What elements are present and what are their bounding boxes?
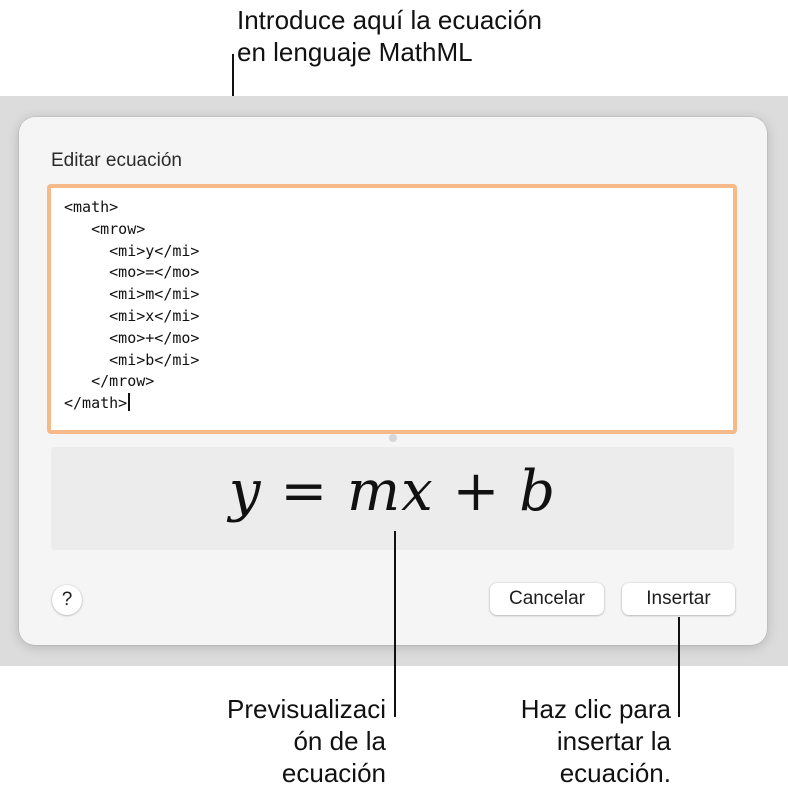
code-line-text: </math> bbox=[64, 394, 128, 413]
callout-enter-equation-line1: Introduce aquí la ecuación bbox=[237, 5, 542, 35]
help-button[interactable]: ? bbox=[52, 585, 82, 615]
code-line: <mrow> bbox=[64, 219, 146, 238]
code-line: <mi>x</mi> bbox=[64, 306, 200, 325]
callout-preview-line1: Previsualizaci bbox=[227, 694, 386, 724]
callout-insert-line2: insertar la bbox=[556, 726, 671, 756]
callout-enter-equation bbox=[237, 4, 542, 68]
callout-leader-insert bbox=[678, 617, 680, 717]
code-line: <mi>b</mi> bbox=[64, 350, 200, 369]
callout-leader-preview bbox=[394, 531, 396, 717]
code-line: </mrow> bbox=[64, 372, 155, 391]
code-line: <math> bbox=[64, 198, 119, 216]
equation-preview bbox=[51, 447, 734, 550]
code-line-last bbox=[64, 393, 199, 415]
callout-preview-line3: ecuación bbox=[281, 758, 386, 788]
mathml-editor[interactable] bbox=[47, 184, 737, 434]
callout-preview-line2: ón de la bbox=[293, 726, 386, 756]
code-line: <mo>=</mo> bbox=[64, 263, 200, 282]
callout-insert-line3: ecuación. bbox=[559, 758, 671, 788]
equation-render: y = mx + b bbox=[228, 459, 557, 524]
code-line: <mo>+</mo> bbox=[64, 328, 200, 347]
code-line: <mi>m</mi> bbox=[64, 285, 200, 304]
callout-insert bbox=[480, 693, 671, 789]
cancel-button[interactable]: Cancelar bbox=[490, 583, 604, 615]
resize-handle[interactable] bbox=[389, 434, 397, 442]
callout-preview bbox=[190, 693, 386, 789]
dialog-title: Editar ecuación bbox=[51, 150, 182, 171]
callout-insert-line1: Haz clic para bbox=[520, 694, 671, 724]
code-line: <mi>y</mi> bbox=[64, 241, 200, 260]
callout-enter-equation-line2: en lenguaje MathML bbox=[237, 37, 473, 67]
text-caret bbox=[128, 393, 130, 411]
insert-button[interactable]: Insertar bbox=[622, 583, 735, 615]
mathml-code[interactable] bbox=[64, 197, 199, 415]
